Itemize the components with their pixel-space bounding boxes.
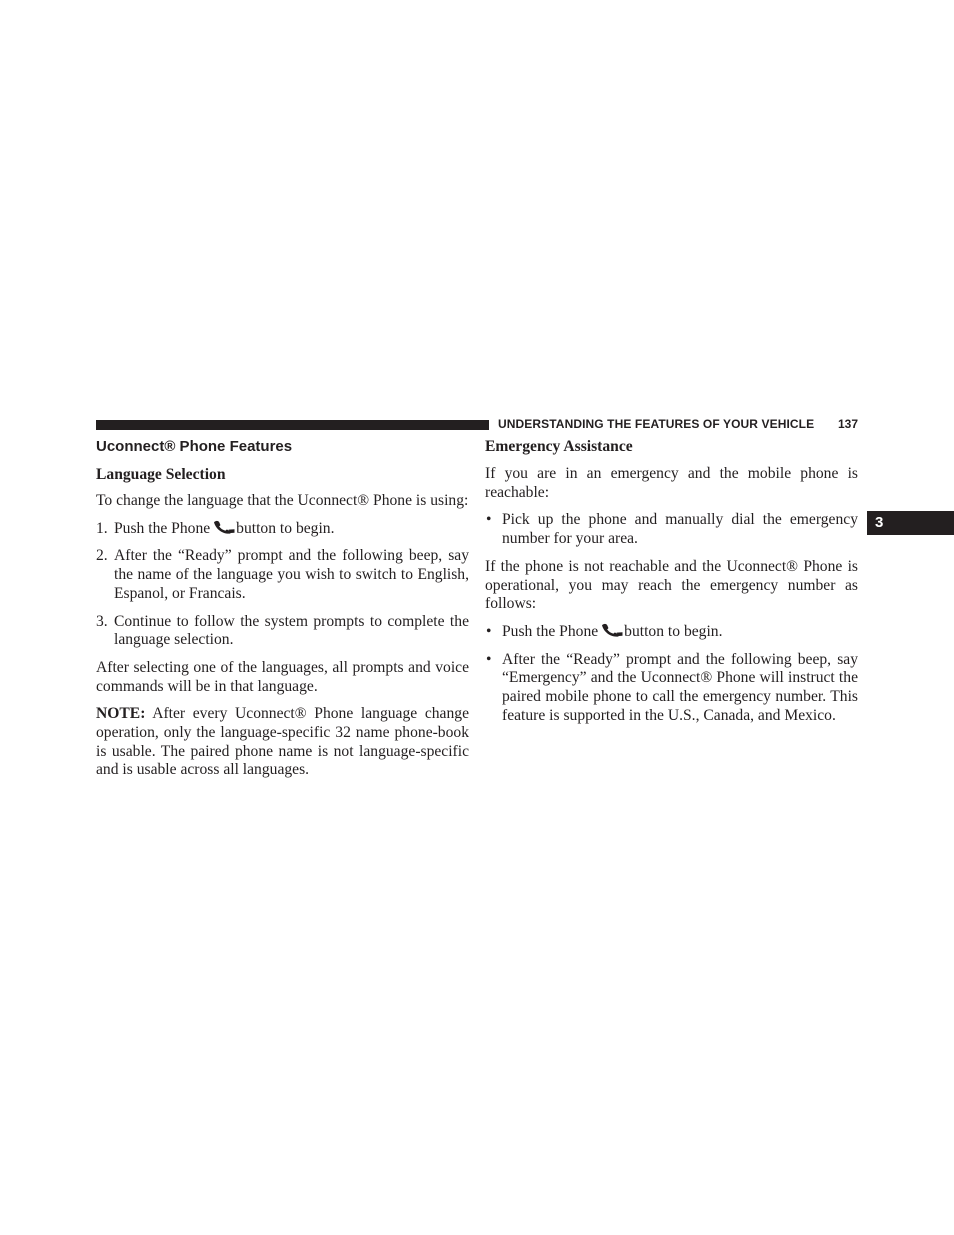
bullet-text-after-icon: button to begin. xyxy=(624,622,723,640)
chapter-tab: 3 xyxy=(867,511,954,535)
phone-icon xyxy=(213,520,235,534)
language-note xyxy=(96,705,469,780)
emergency-middle: If the phone is not reachable and the Uconnect® Phone is operational, you may reach the emergency number as follows: xyxy=(485,557,858,613)
header-rule xyxy=(96,420,489,430)
bullet-text-before-icon: Push the Phone xyxy=(502,622,599,640)
section-heading: Uconnect® Phone Features xyxy=(96,438,293,455)
step-number: 2. xyxy=(96,547,108,565)
step-text: Continue to follow the system prompts to complete the language selection. xyxy=(114,612,469,649)
emergency-intro: If you are in an emergency and the mobile phone is reachable: xyxy=(485,465,858,501)
bullet-marker: • xyxy=(486,650,492,668)
page-number: 137 xyxy=(838,417,859,431)
step-text-before-icon: Push the Phone xyxy=(114,519,211,537)
language-selection-heading: Language Selection xyxy=(96,466,226,483)
bullet-text: After the “Ready” prompt and the following beep, say “Emergency” and the Uconnect® Phone will instruct the paired mobile phone to call the emergency number. This feature is supported in the U.S., Canada, and Mexico. xyxy=(502,650,858,724)
language-step-1 xyxy=(96,520,469,539)
bullet-marker: • xyxy=(486,622,492,640)
language-step-3 xyxy=(96,613,469,650)
step-number: 3. xyxy=(96,612,108,630)
phone-icon xyxy=(601,623,623,637)
note-label: NOTE: xyxy=(96,705,146,723)
step-number: 1. xyxy=(96,519,108,537)
running-header-title: UNDERSTANDING THE FEATURES OF YOUR VEHICLE xyxy=(498,417,815,431)
step-text: After the “Ready” prompt and the following beep, say the name of the language you wish to switch to English, Espanol, or Francais. xyxy=(114,547,469,602)
language-step-2 xyxy=(96,547,469,603)
left-column xyxy=(96,437,469,789)
emergency-assistance-heading: Emergency Assistance xyxy=(485,438,633,455)
right-column xyxy=(485,437,858,734)
bullet-marker: • xyxy=(486,511,492,529)
bullet-text: Pick up the phone and manually dial the emergency number for your area. xyxy=(502,511,858,548)
emergency-bullet-2 xyxy=(485,623,858,642)
language-after-steps: After selecting one of the languages, all prompts and voice commands will be in that language. xyxy=(96,658,469,695)
emergency-bullet-3 xyxy=(485,651,858,726)
emergency-bullet-1 xyxy=(485,511,858,548)
note-text: After every Uconnect® Phone language change operation, only the language-specific 32 name phone-book is usable. The paired phone name is not language-specific and is usable across all languages. xyxy=(96,705,469,779)
step-text-after-icon: button to begin. xyxy=(236,519,335,537)
language-intro: To change the language that the Uconnect® Phone is using: xyxy=(96,492,469,509)
